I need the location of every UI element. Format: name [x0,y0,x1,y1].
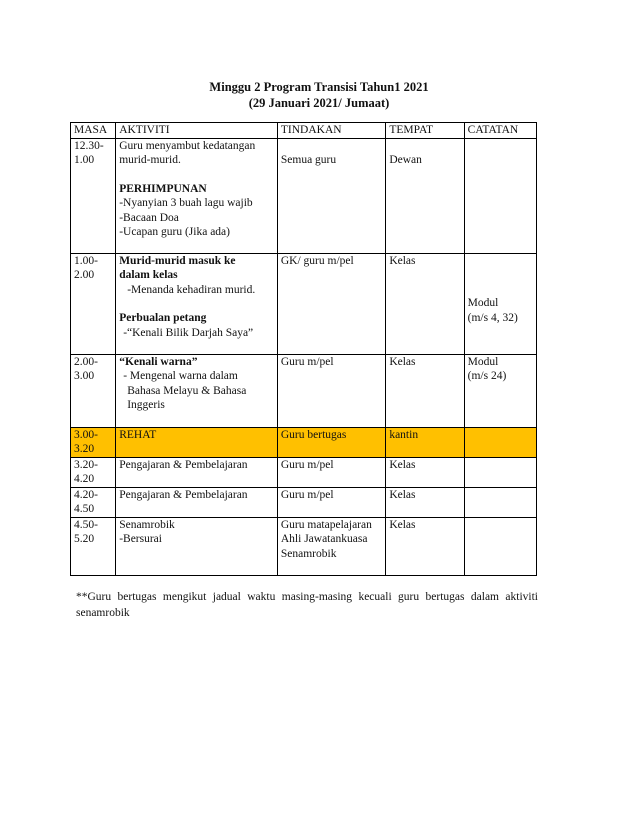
cell-catatan [464,138,536,253]
cell-tindakan: Guru m/pel [277,354,385,427]
cell-catatan [464,427,536,457]
cell-masa: 2.00- 3.00 [71,354,116,427]
table-row [71,253,537,354]
cell-tindakan: Guru matapelajaran Ahli Jawatankuasa Senamrobik [277,517,385,575]
cell-masa: 12.30- 1.00 [71,138,116,253]
cell-aktiviti: Pengajaran & Pembelajaran [116,457,278,487]
cell-masa: 1.00- 2.00 [71,253,116,354]
cell-aktiviti: Senamrobik -Bersurai [116,517,278,575]
cell-catatan [464,487,536,517]
table-row [71,138,537,253]
section-heading: PERHIMPUNAN [119,182,207,195]
list-item: -Bersurai [119,533,162,545]
cell-aktiviti: Pengajaran & Pembelajaran [116,487,278,517]
footnote: **Guru bertugas mengikut jadual waktu masing-masing kecuali guru bertugas dalam aktiviti senamrobik [76,591,538,619]
list-item: - Mengenal warna dalam [123,370,238,382]
schedule-table [70,122,537,576]
cell-tindakan: Guru m/pel [277,487,385,517]
header-masa: MASA [71,123,116,139]
cell-catatan [464,517,536,575]
cell-catatan: Modul (m/s 24) [464,354,536,427]
list-item: -Nyanyian 3 buah lagu wajib [119,197,253,209]
cell-aktiviti: REHAT [116,427,278,457]
section-heading: Perbualan petang [119,312,207,324]
table-header-row [71,123,537,139]
cell-masa: 3.00- 3.20 [71,427,116,457]
header-catatan: CATATAN [464,123,536,139]
table-row [71,517,537,575]
cell-tindakan: GK/ guru m/pel [277,253,385,354]
cell-tempat: Kelas [386,354,464,427]
cell-masa: 4.50- 5.20 [71,517,116,575]
header-tempat: TEMPAT [386,123,464,139]
cell-tindakan: Guru m/pel [277,457,385,487]
header-tindakan: TINDAKAN [277,123,385,139]
cell-tempat: kantin [386,427,464,457]
table-row [71,487,537,517]
cell-aktiviti: Murid-murid masuk ke dalam kelas -Menanda kehadiran murid. Perbualan petang -“Kenali Bilik Darjah Saya” [116,253,278,354]
cell-tempat: Kelas [386,517,464,575]
list-item: -Ucapan guru (Jika ada) [119,226,230,238]
table-row [71,457,537,487]
cell-tempat: Kelas [386,457,464,487]
title-line-2: (29 Januari 2021/ Jumaat) [248,96,390,110]
cell-masa: 4.20- 4.50 [71,487,116,517]
list-item: -“Kenali Bilik Darjah Saya” [123,326,254,339]
cell-tempat: Kelas [386,487,464,517]
title-line-1: Minggu 2 Program Transisi Tahun1 2021 [209,80,429,94]
table-row-rehat [71,427,537,457]
list-item: -Menanda kehadiran murid. [127,283,256,296]
cell-catatan [464,457,536,487]
cell-tempat: Dewan [386,138,464,253]
cell-masa: 3.20- 4.20 [71,457,116,487]
cell-tindakan: Guru bertugas [277,427,385,457]
cell-aktiviti: “Kenali warna” - Mengenal warna dalam Bahasa Melayu & Bahasa Inggeris [116,354,278,427]
cell-tindakan: Semua guru [277,138,385,253]
header-aktiviti: AKTIVITI [116,123,278,139]
document-title [0,79,638,111]
cell-catatan: Modul (m/s 4, 32) [464,253,536,354]
list-item: -Bacaan Doa [119,211,179,224]
section-heading: “Kenali warna” [119,355,198,368]
table-row [71,354,537,427]
cell-tempat: Kelas [386,253,464,354]
cell-aktiviti: Guru menyambut kedatangan murid-murid. PERHIMPUNAN -Nyanyian 3 buah lagu wajib -Bacaan Doa -Ucapan guru (Jika ada) [116,138,278,253]
